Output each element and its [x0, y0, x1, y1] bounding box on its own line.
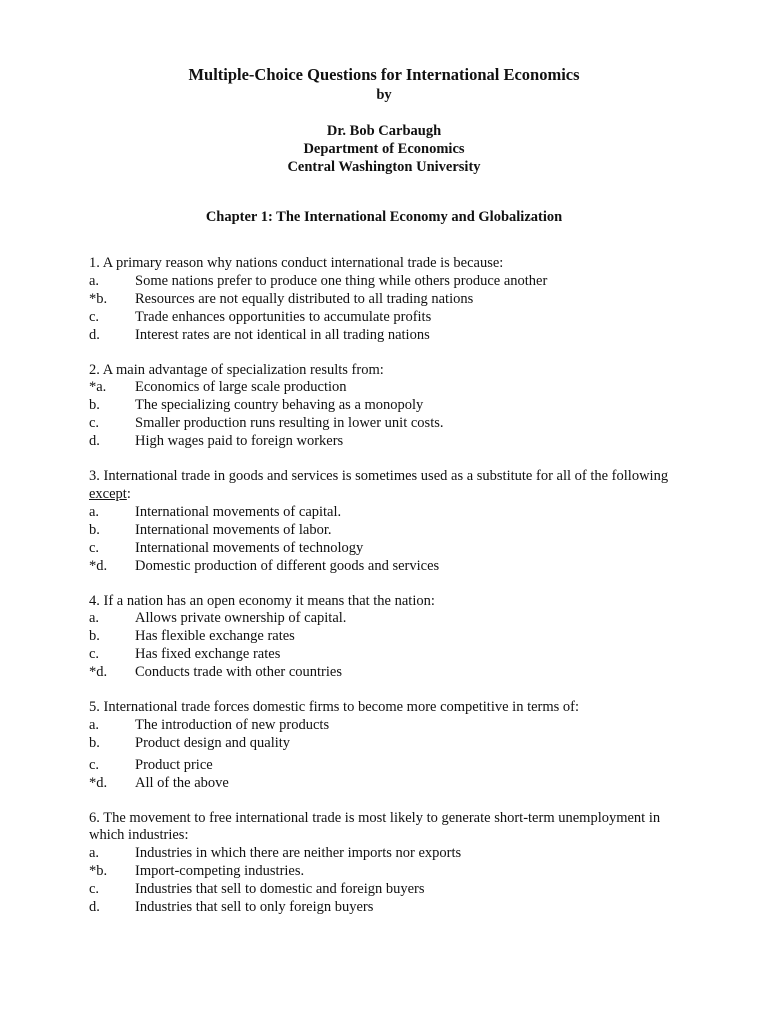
option-letter: *b. — [89, 863, 108, 880]
option-text: The introduction of new products — [135, 716, 330, 733]
option-b — [89, 863, 689, 881]
question-list — [89, 255, 689, 934]
option-letter: *a. — [89, 379, 107, 396]
option-c — [89, 415, 689, 433]
option-letter: d. — [89, 899, 100, 916]
chapter-heading: Chapter 1: The International Economy and Globalization — [205, 209, 563, 225]
option-letter: d. — [89, 433, 100, 450]
option-c — [89, 309, 689, 327]
option-letter: b. — [89, 628, 100, 645]
question-stem: 5. International trade forces domestic firms to become more competitive in terms of: — [89, 699, 580, 716]
option-text: Industries that sell to only foreign buyers — [135, 899, 374, 916]
option-letter: *d. — [89, 557, 108, 574]
option-letter: *b. — [89, 290, 108, 307]
option-c — [89, 540, 689, 558]
stem-emphasis: except — [89, 485, 127, 502]
option-letter: a. — [89, 716, 100, 733]
question-stem: 2. A main advantage of specialization results from: — [89, 361, 384, 378]
option-letter: c. — [89, 646, 100, 663]
option-b — [89, 735, 689, 753]
question-3 — [89, 468, 689, 575]
option-a — [89, 273, 689, 291]
question-stem: 6. The movement to free international trade is most likely to generate short-term unemployment in which industries: — [89, 809, 661, 844]
option-d — [89, 327, 689, 345]
option-a — [89, 610, 689, 628]
option-letter: c. — [89, 881, 100, 898]
option-text: Resources are not equally distributed to all trading nations — [135, 290, 474, 307]
question-4 — [89, 593, 689, 683]
question-stem: 1. A primary reason why nations conduct international trade is because: — [89, 255, 504, 271]
option-letter: *d. — [89, 774, 108, 791]
option-letter: c. — [89, 308, 100, 325]
question-5 — [89, 699, 689, 793]
option-letter: b. — [89, 521, 100, 538]
option-text: Product design and quality — [135, 734, 291, 751]
question-2 — [89, 362, 689, 452]
option-letter: b. — [89, 734, 100, 751]
option-letter: b. — [89, 397, 100, 414]
option-b — [89, 522, 689, 540]
stem-punctuation: : — [126, 485, 131, 502]
option-a — [89, 717, 689, 735]
option-text: High wages paid to foreign workers — [135, 433, 344, 450]
option-c — [89, 646, 689, 664]
option-text: Interest rates are not identical in all trading nations — [135, 326, 430, 343]
option-text: Has flexible exchange rates — [135, 628, 295, 645]
option-letter: c. — [89, 539, 100, 556]
option-d — [89, 664, 689, 682]
option-b — [89, 628, 689, 646]
question-1 — [89, 255, 689, 345]
option-letter: c. — [89, 756, 100, 773]
option-d — [89, 899, 689, 917]
option-d — [89, 775, 689, 793]
option-text: All of the above — [135, 774, 229, 791]
option-b — [89, 397, 689, 415]
option-text: Product price — [135, 756, 213, 773]
option-text: Smaller production runs resulting in lower unit costs. — [135, 415, 444, 432]
author-name: Dr. Bob Carbaugh — [326, 123, 442, 139]
question-stem — [89, 468, 689, 504]
department-name: Department of Economics — [303, 141, 465, 157]
option-text: Economics of large scale production — [135, 379, 347, 396]
option-letter: a. — [89, 272, 100, 289]
document-header — [0, 64, 768, 226]
option-text: Domestic production of different goods and services — [135, 557, 440, 574]
option-c — [89, 757, 689, 775]
option-letter: c. — [89, 415, 100, 432]
option-text: International movements of technology — [135, 539, 364, 556]
option-a — [89, 379, 689, 397]
option-letter: a. — [89, 610, 100, 627]
option-letter: d. — [89, 326, 100, 343]
question-6 — [89, 810, 689, 917]
option-text: International movements of capital. — [135, 503, 342, 520]
author-block — [0, 122, 768, 176]
option-text: International movements of labor. — [135, 521, 332, 538]
university-name: Central Washington University — [287, 159, 481, 175]
question-stem: 4. If a nation has an open economy it means that the nation: — [89, 592, 435, 609]
option-text: Industries in which there are neither imports nor exports — [135, 845, 462, 862]
option-text: Allows private ownership of capital. — [135, 610, 347, 627]
option-text: Import-competing industries. — [135, 863, 305, 880]
option-c — [89, 881, 689, 899]
option-b — [89, 291, 689, 309]
stem-text: 3. International trade in goods and services is sometimes used as a substitute for all of the following — [89, 468, 669, 485]
option-text: Industries that sell to domestic and foreign buyers — [135, 881, 425, 898]
option-text: Some nations prefer to produce one thing while others produce another — [135, 272, 548, 289]
option-text: Has fixed exchange rates — [135, 646, 281, 663]
option-a — [89, 845, 689, 863]
option-letter: a. — [89, 503, 100, 520]
option-letter: *d. — [89, 664, 108, 681]
by-line: by — [376, 87, 392, 103]
option-text: Trade enhances opportunities to accumulate profits — [135, 308, 432, 325]
option-text: The specializing country behaving as a monopoly — [135, 397, 424, 414]
option-text: Conducts trade with other countries — [135, 664, 342, 681]
document-title: Multiple-Choice Questions for International Economics — [188, 65, 580, 84]
option-d — [89, 433, 689, 451]
option-letter: a. — [89, 845, 100, 862]
option-d — [89, 558, 689, 576]
option-a — [89, 504, 689, 522]
